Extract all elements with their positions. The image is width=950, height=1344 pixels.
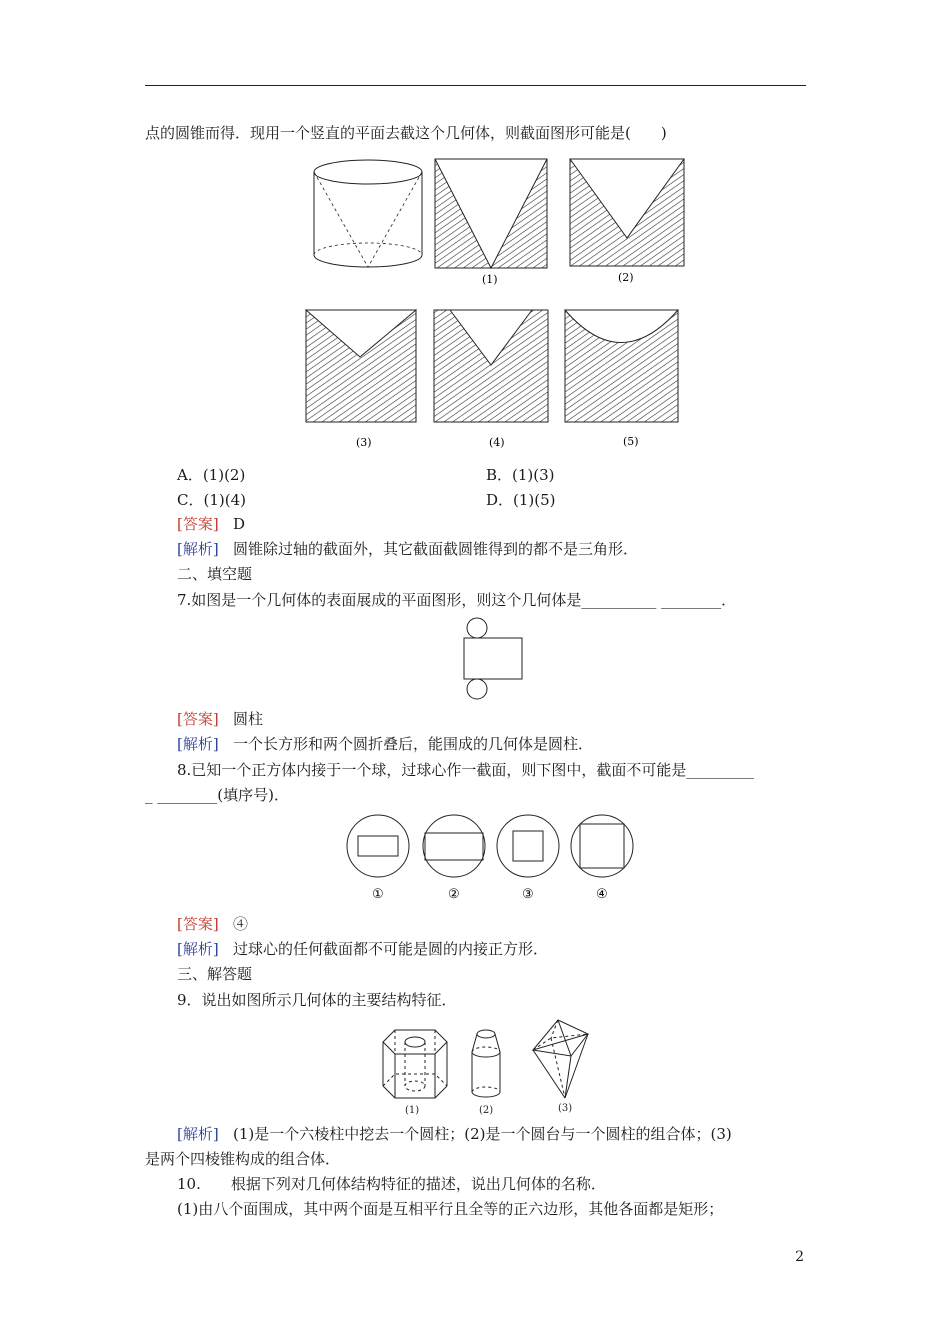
q8-stem-1: 8.已知一个正方体内接于一个球，过球心作一截面，则下图中，截面不可能是_________	[177, 761, 754, 779]
q8-answer-line	[177, 914, 248, 934]
analysis-text: 一个长方形和两个圆折叠后，能围成的几何体是圆柱．	[233, 735, 594, 753]
fig-label-1: (1)	[482, 273, 498, 286]
fig-label-3: (3)	[558, 1103, 573, 1114]
section-heading-fill: 二、填空题	[177, 565, 253, 583]
q8-figure	[340, 814, 640, 906]
q9-analysis-line	[177, 1124, 732, 1144]
analysis-tag: [解析]	[177, 735, 219, 753]
q9-stem: 9．说出如图所示几何体的主要结构特征．	[177, 991, 457, 1009]
section-figure-3	[306, 310, 416, 449]
q6-figure	[300, 150, 690, 450]
analysis-tag: [解析]	[177, 940, 219, 958]
q7-stem: 7.如图是一个几何体的表面展成的平面图形，则这个几何体是__________ ________．	[177, 591, 737, 609]
sphere-section-3	[497, 815, 559, 902]
analysis-tag: [解析]	[177, 540, 219, 558]
answer-tag: [答案]	[177, 915, 219, 933]
sphere-section-1	[347, 815, 409, 902]
frustum-cylinder-figure	[472, 1030, 500, 1116]
q9-figure	[375, 1014, 605, 1118]
analysis-tag: [解析]	[177, 1125, 219, 1143]
fig-label-5: (5)	[623, 435, 639, 448]
sphere-section-4	[571, 815, 633, 902]
answer-text: 圆柱	[233, 710, 264, 728]
analysis-text: 圆锥除过轴的截面外，其它截面截圆锥得到的都不是三角形．	[233, 540, 639, 558]
section-figure-4	[434, 310, 548, 449]
header-rule	[145, 85, 806, 86]
fig-label-3: ③	[522, 887, 534, 902]
q7-answer-line	[177, 709, 263, 729]
fig-label-2: (2)	[479, 1105, 494, 1116]
section-figure-5	[565, 310, 678, 448]
double-pyramid-figure	[533, 1020, 588, 1114]
answer-tag: [答案]	[177, 710, 219, 728]
q6-stem: 点的圆锥而得．现用一个竖直的平面去截这个几何体，则截面图形可能是( )	[145, 124, 667, 142]
fig-label-1: ①	[372, 887, 384, 902]
cylinder-cone-shape	[314, 160, 422, 267]
sphere-section-2	[423, 815, 485, 902]
q7-net-figure	[460, 616, 530, 700]
fig-label-4: ④	[596, 887, 608, 902]
section-figure-2	[570, 159, 684, 284]
q8-analysis-line	[177, 939, 548, 959]
q7-analysis-line	[177, 734, 593, 754]
q10-stem: 10. 根据下列对几何体结构特征的描述，说出几何体的名称．	[177, 1175, 606, 1193]
answer-text: ④	[233, 915, 249, 933]
section-heading-solve: 三、解答题	[177, 965, 253, 983]
fig-label-4: (4)	[489, 436, 505, 449]
q9-analysis-cont: 是两个四棱锥构成的组合体．	[145, 1150, 341, 1168]
analysis-text: (1)是一个六棱柱中挖去一个圆柱；(2)是一个圆台与一个圆柱的组合体；(3)	[233, 1125, 732, 1143]
analysis-text: 过球心的任何截面都不可能是圆的内接正方形．	[233, 940, 549, 958]
q8-stem-2: _ ________(填序号)．	[145, 786, 289, 804]
q10-item-1: (1)由八个面围成，其中两个面是互相平行且全等的正六边形，其他各面都是矩形；	[177, 1200, 724, 1218]
section-figure-1	[435, 159, 547, 286]
fig-label-1: (1)	[405, 1105, 420, 1116]
q6-analysis-line	[177, 539, 638, 559]
q6-answer-line	[177, 514, 245, 534]
page-number: 2	[795, 1249, 804, 1265]
option-c: C．(1)(4)	[177, 491, 246, 509]
hex-prism-figure	[383, 1030, 447, 1116]
answer-text: D	[233, 515, 246, 533]
fig-label-3: (3)	[356, 436, 372, 449]
option-b: B．(1)(3)	[486, 466, 555, 484]
answer-tag: [答案]	[177, 515, 219, 533]
option-a: A．(1)(2)	[177, 466, 246, 484]
fig-label-2: (2)	[618, 271, 634, 284]
option-d: D．(1)(5)	[486, 491, 556, 509]
fig-label-2: ②	[448, 887, 460, 902]
